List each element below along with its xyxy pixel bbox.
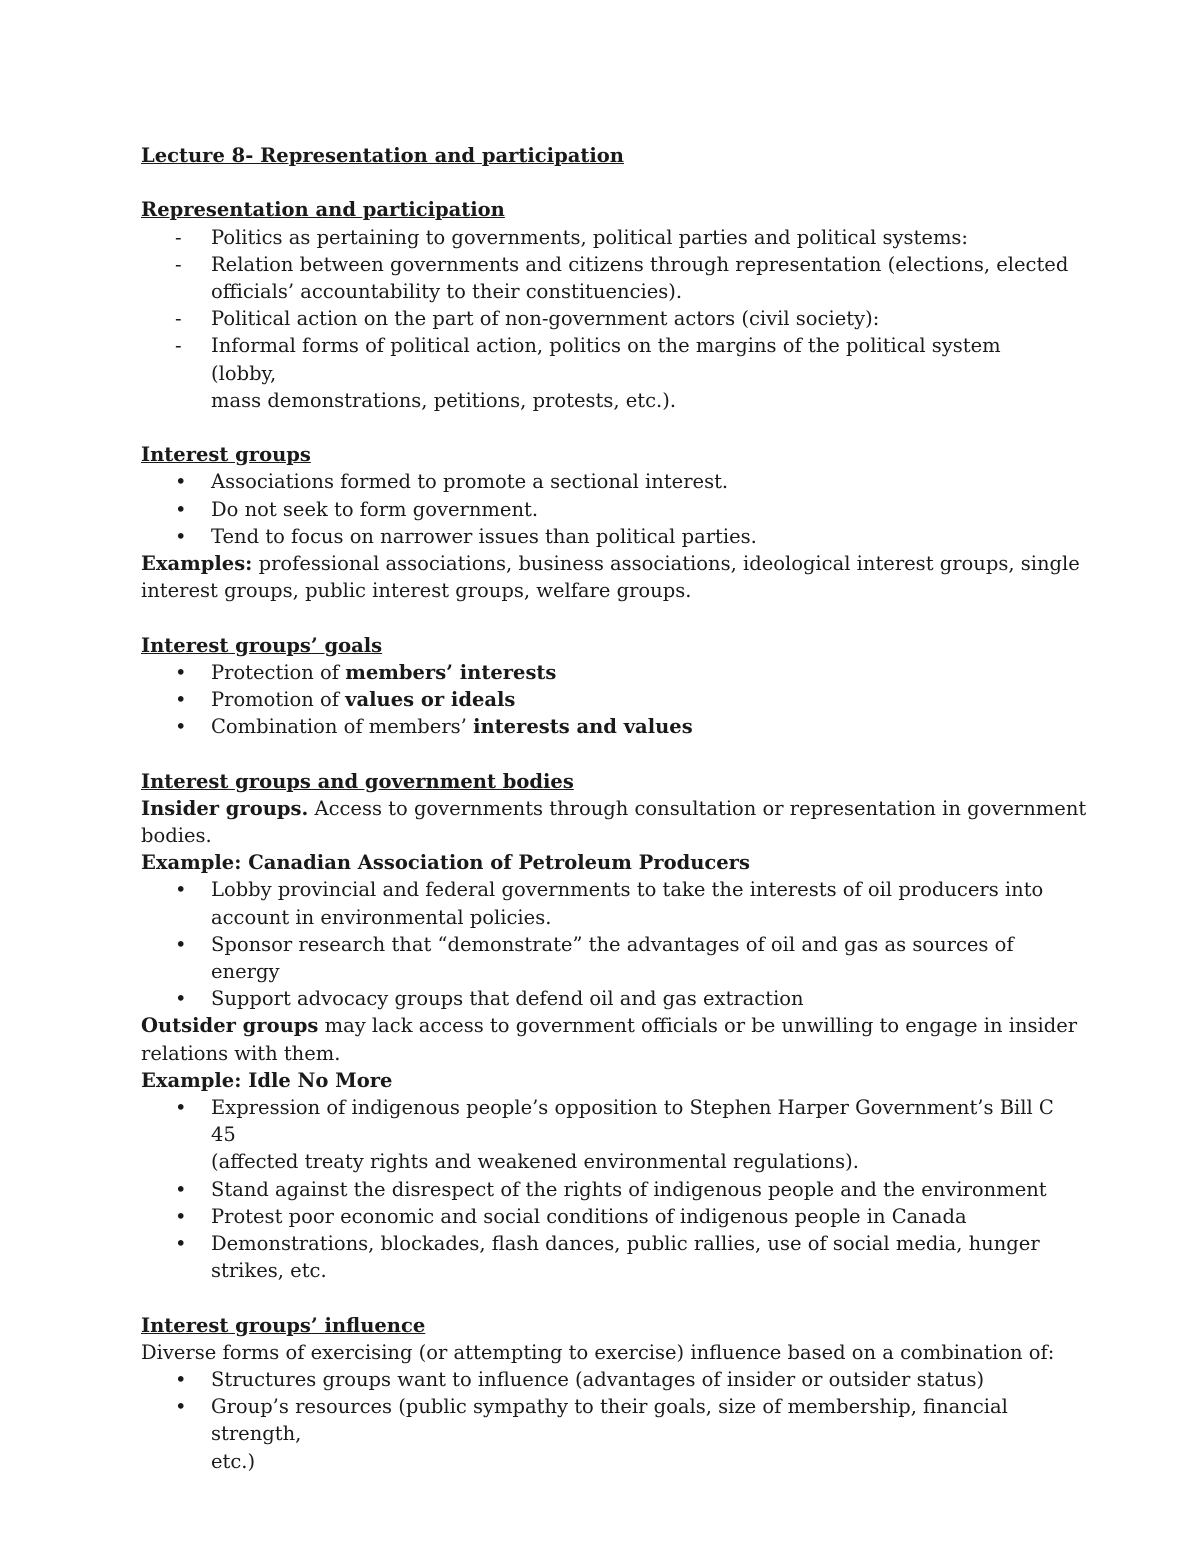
bullet-marker: •: [175, 1232, 187, 1256]
bullet-marker: •: [175, 987, 187, 1011]
bullet-marker: •: [175, 1096, 187, 1120]
list-item-text: Lobby provincial and federal governments to take the interests of oil producers into: [211, 878, 1044, 902]
bullet-marker: •: [175, 1368, 187, 1392]
list-item-text: Combination of members’: [211, 715, 474, 739]
list-item-text: Support advocacy groups that defend oil and gas extraction: [211, 987, 804, 1011]
list-item: [141, 523, 1071, 550]
insider-text: Access to governments through consultation or representation in government: [308, 796, 1087, 820]
outsider-paragraph-continued: relations with them.: [141, 1041, 341, 1065]
list-item-text: Group’s resources (public sympathy to their goals, size of membership, financial strength,: [211, 1395, 1008, 1446]
bullet-marker: •: [175, 878, 187, 902]
list-item-bold-text: members’ interests: [345, 660, 557, 684]
list-item-text: Tend to focus on narrower issues than political parties.: [211, 524, 757, 548]
list-item-text: Associations formed to promote a sectional interest.: [211, 470, 729, 494]
bullet-marker: •: [175, 715, 187, 739]
list-item: [141, 659, 1071, 686]
section-heading-goals: Interest groups’ goals: [141, 633, 383, 657]
list-item-text: Politics as pertaining to governments, political parties and political systems:: [211, 225, 969, 249]
section-heading-representation: Representation and participation: [141, 198, 505, 222]
list-item: [141, 686, 1071, 713]
list-item-text: Demonstrations, blockades, flash dances, public rallies, use of social media, hunger: [211, 1232, 1040, 1256]
bullet-marker: •: [175, 1395, 187, 1419]
list-item: [141, 876, 1071, 930]
example-heading-idle-no-more: Example: Idle No More: [141, 1068, 393, 1092]
list-item-text: Political action on the part of non-government actors (civil society):: [211, 307, 880, 331]
list-item-text: Promotion of: [211, 688, 346, 712]
list-item-text: Relation between governments and citizens through representation (elections, elected: [211, 252, 1069, 276]
list-item: [141, 1176, 1071, 1203]
list-item-text: Do not seek to form government.: [211, 497, 539, 521]
bullet-marker: •: [175, 1177, 187, 1201]
dash-marker: -: [175, 252, 182, 276]
list-item: [141, 713, 1071, 740]
dash-marker: -: [175, 225, 182, 249]
list-item-text: Protest poor economic and social conditions of indigenous people in Canada: [211, 1204, 967, 1228]
document-page: [141, 142, 1087, 1475]
list-item: [141, 1094, 1071, 1176]
example-heading-capp: Example: Canadian Association of Petroleum Producers: [141, 851, 750, 875]
list-item: [141, 1366, 1071, 1393]
list-item-text: mass demonstrations, petitions, protests, etc.).: [211, 388, 677, 412]
list-item-text: officials’ accountability to their constituencies).: [211, 280, 683, 303]
influence-intro: Diverse forms of exercising (or attempting to exercise) influence based on a combination of:: [141, 1340, 1055, 1364]
list-item: [141, 251, 1071, 305]
insider-label: Insider groups.: [141, 796, 309, 820]
dash-marker: -: [175, 334, 182, 358]
examples-text: professional associations, business associations, ideological interest groups, single: [252, 552, 1080, 576]
list-item-text: etc.): [211, 1449, 256, 1473]
list-item-text: Sponsor research that “demonstrate” the advantages of oil and gas as sources of energy: [211, 932, 1014, 984]
bullet-marker: •: [175, 660, 187, 684]
outsider-paragraph: [141, 1012, 1078, 1039]
bullet-marker: •: [175, 470, 187, 494]
list-item: [141, 332, 1071, 414]
list-item: [141, 1230, 1071, 1284]
list-item-text: account in environmental policies.: [211, 905, 552, 929]
section-heading-influence: Interest groups’ influence: [141, 1313, 426, 1337]
list-item: [141, 305, 1071, 332]
bullet-marker: •: [175, 932, 187, 956]
list-item: [141, 1203, 1071, 1230]
list-item-bold-text: interests and values: [473, 715, 693, 739]
section-heading-government-bodies: Interest groups and government bodies: [141, 769, 574, 793]
list-item: [141, 496, 1071, 523]
insider-paragraph-continued: bodies.: [141, 824, 212, 848]
examples-label: Examples:: [141, 552, 253, 576]
list-item: [141, 468, 1071, 495]
examples-paragraph-continued: interest groups, public interest groups, welfare groups.: [141, 579, 692, 603]
list-item-bold-text: values or ideals: [345, 688, 516, 712]
list-item: [141, 985, 1071, 1012]
bullet-marker: •: [175, 497, 187, 521]
examples-paragraph: [141, 550, 1080, 577]
list-item-text: (affected treaty rights and weakened environmental regulations).: [211, 1150, 859, 1174]
outsider-label: Outsider groups: [141, 1014, 319, 1038]
bullet-marker: •: [175, 688, 187, 712]
list-item: [141, 931, 1071, 985]
dash-marker: -: [175, 307, 182, 331]
section-heading-interest-groups: Interest groups: [141, 443, 311, 467]
list-item-text: Protection of: [211, 660, 346, 684]
insider-paragraph: [141, 795, 1087, 822]
bullet-marker: •: [175, 1204, 187, 1228]
list-item: [141, 224, 1071, 251]
bullet-marker: •: [175, 524, 187, 548]
list-item-text: strikes, etc.: [211, 1259, 327, 1283]
outsider-text: may lack access to government officials or be unwilling to engage in insider: [318, 1014, 1078, 1038]
lecture-title: Lecture 8- Representation and participation: [141, 144, 624, 167]
list-item-text: Expression of indigenous people’s opposition to Stephen Harper Government’s Bill C 45: [211, 1096, 1054, 1147]
list-item: [141, 1393, 1071, 1475]
list-item-text: Stand against the disrespect of the rights of indigenous people and the environment: [211, 1177, 1047, 1201]
list-item-text: Informal forms of political action, politics on the margins of the political system (lobby,: [211, 334, 1001, 385]
list-item-text: Structures groups want to influence (advantages of insider or outsider status): [211, 1368, 985, 1392]
